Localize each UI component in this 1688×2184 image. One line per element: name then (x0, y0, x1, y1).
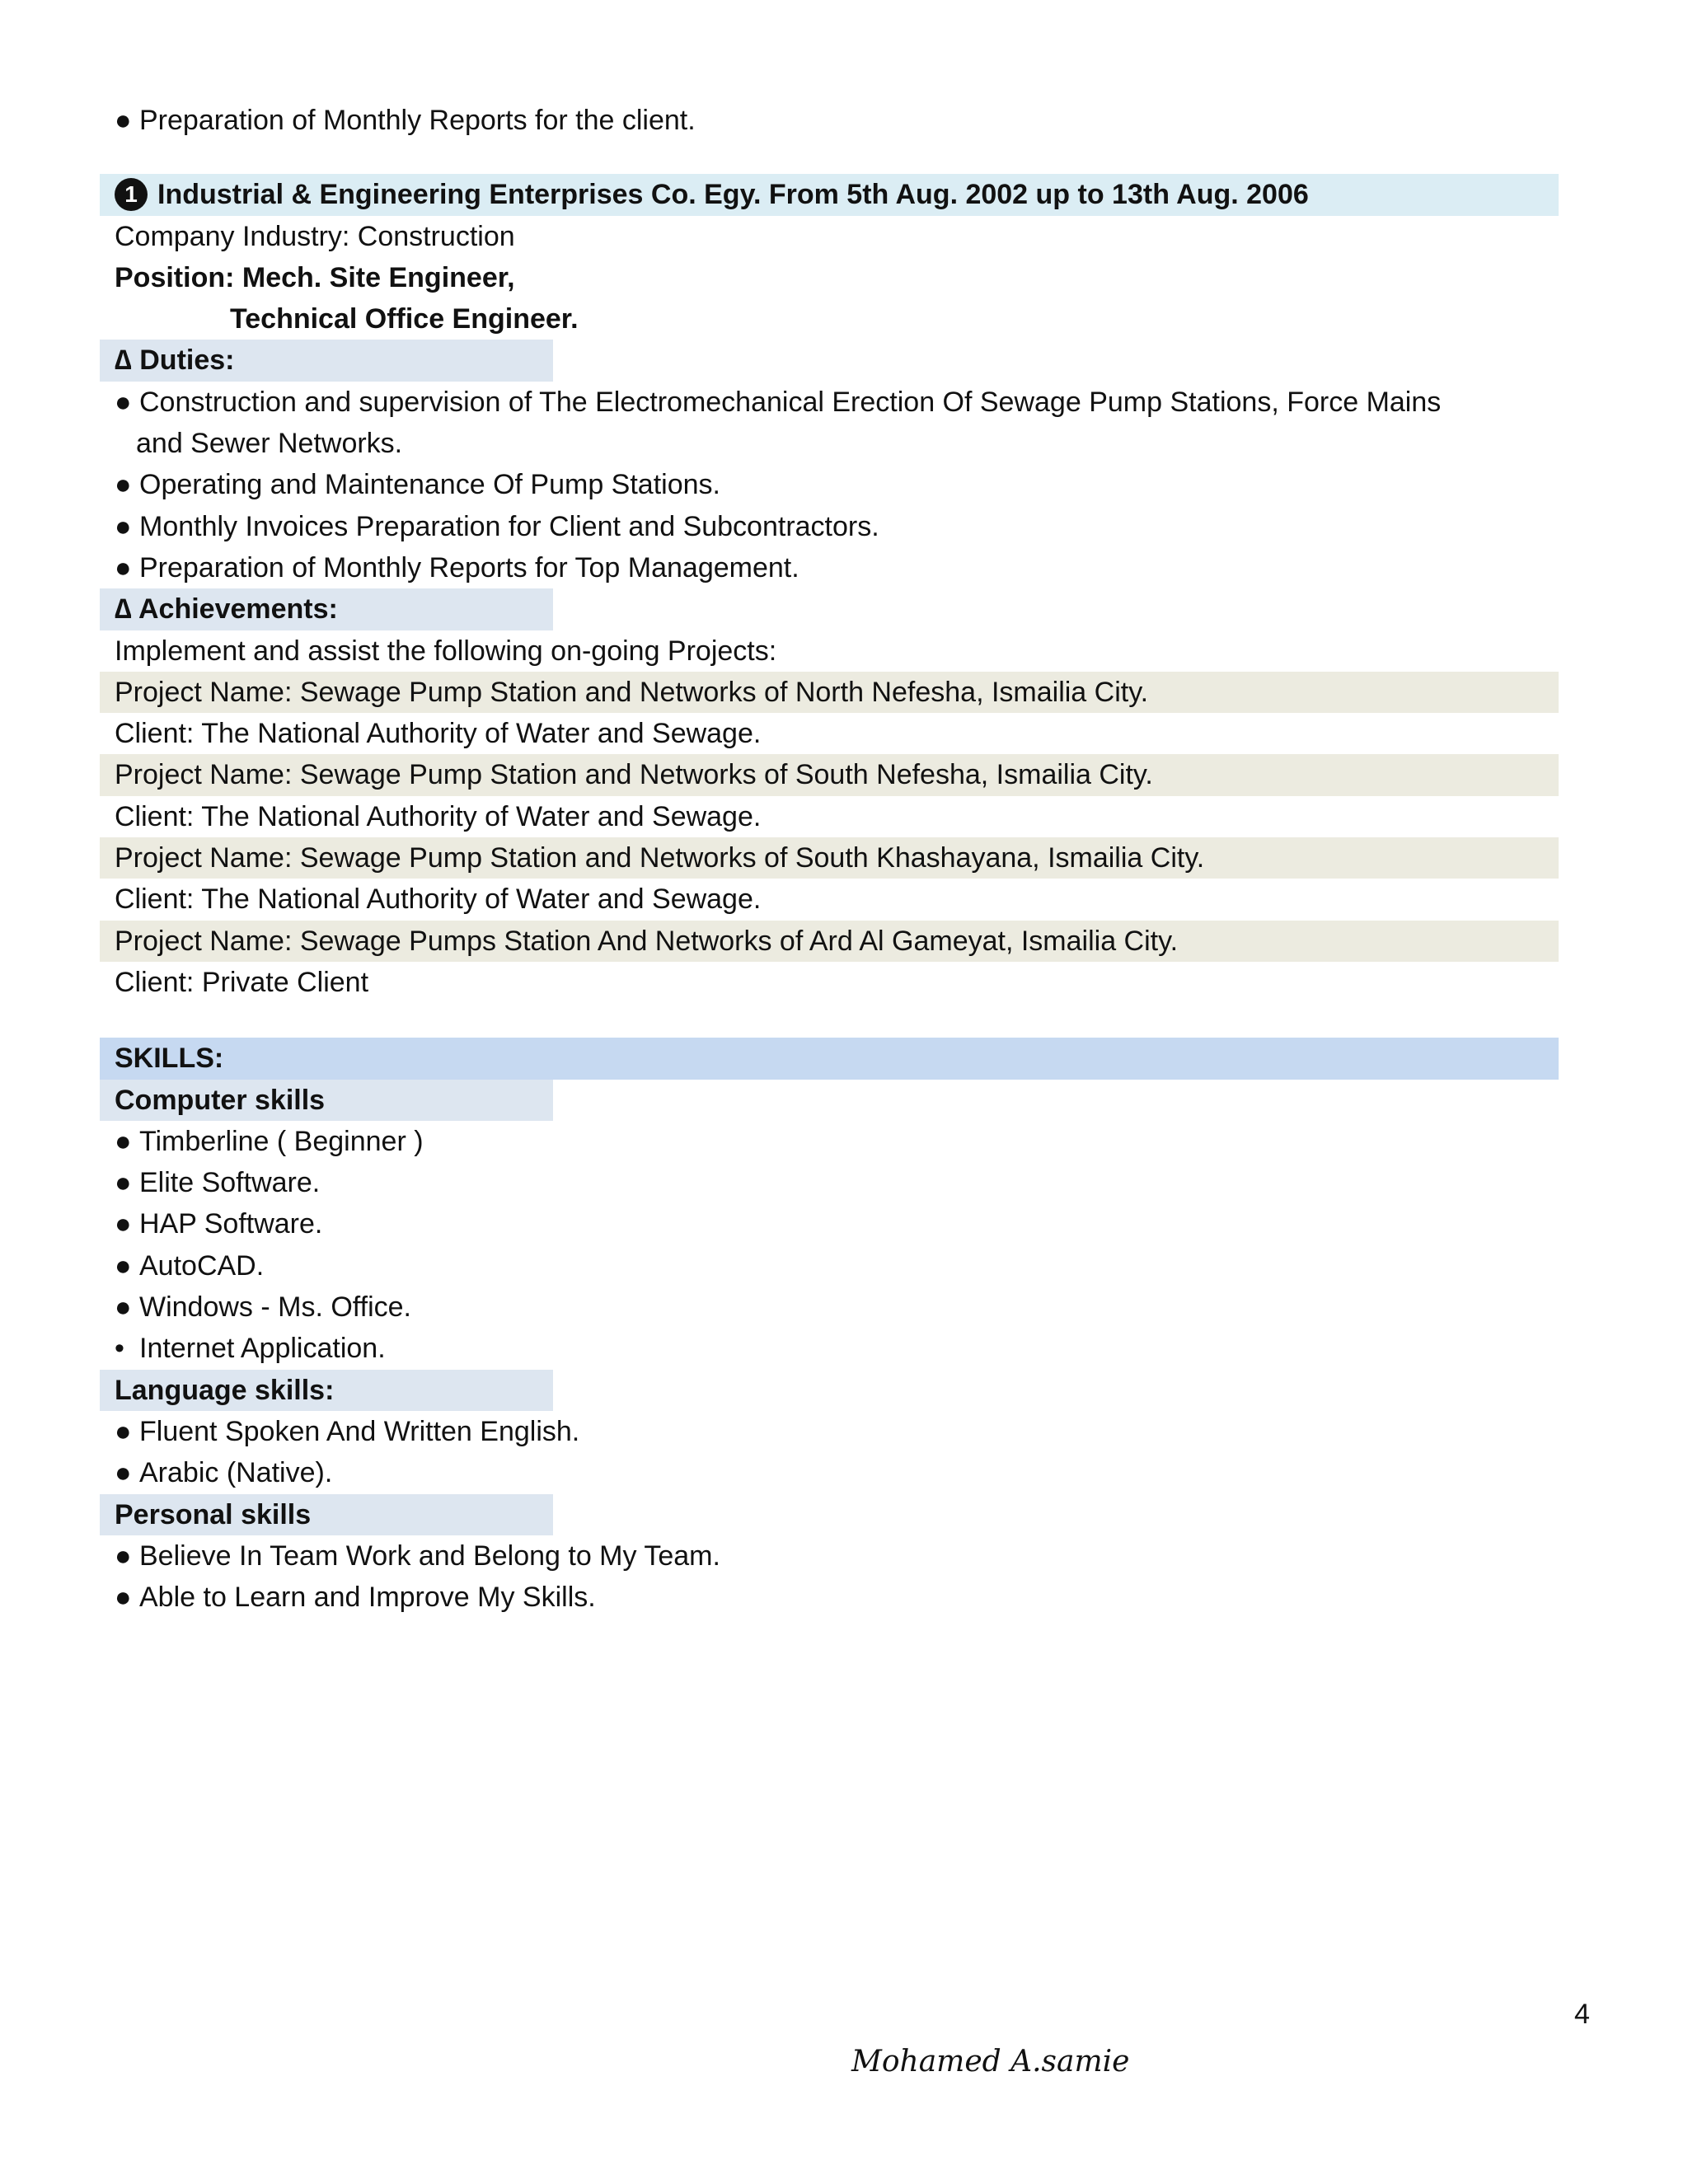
bullet-text: Elite Software. (139, 1167, 321, 1199)
bullet-icon: ● (115, 1415, 132, 1447)
bullet-icon: ● (115, 469, 132, 501)
bullet-icon: ● (115, 1291, 132, 1324)
list-item (100, 382, 1559, 423)
personal-skills-heading: Personal skills (100, 1494, 553, 1535)
bullet-text: Preparation of Monthly Reports for the client. (139, 105, 696, 136)
page-number: 4 (1574, 1999, 1590, 2030)
bullet-text: Windows - Ms. Office. (139, 1291, 411, 1324)
bullet-text: Internet Application. (139, 1333, 386, 1365)
list-item (100, 1535, 1559, 1577)
list-item (100, 1577, 1559, 1618)
project-name: Project Name: Sewage Pump Station and Networks of North Nefesha, Ismailia City. (100, 672, 1559, 713)
bullet-text: Preparation of Monthly Reports for Top Management. (139, 551, 799, 583)
project-name: Project Name: Sewage Pump Station and Networks of South Nefesha, Ismailia City. (100, 754, 1559, 795)
bullet-icon: ● (115, 1249, 132, 1282)
signature: Mohamed A.samie (851, 2045, 1130, 2079)
list-item (100, 1121, 1559, 1162)
bullet-icon: ● (115, 510, 132, 542)
list-item (100, 506, 1559, 547)
company-industry: Company Industry: Construction (115, 220, 515, 252)
bullet-text: Construction and supervision of The Electromechanical Erection Of Sewage Pump Stations, Force Mains (139, 386, 1442, 418)
list-item-continuation: and Sewer Networks. (136, 428, 403, 460)
bullet-text: Believe In Team Work and Belong to My Team. (139, 1540, 720, 1572)
position-line: Technical Office Engineer. (230, 303, 579, 335)
position-line: Position: Mech. Site Engineer, (115, 261, 515, 293)
bullet-icon: ● (115, 551, 132, 583)
achievements-heading: ∆ Achievements: (100, 588, 553, 630)
bullet-text: Monthly Invoices Preparation for Client and Subcontractors. (139, 510, 879, 542)
bullet-text: Timberline ( Beginner ) (139, 1125, 424, 1157)
list-item (100, 100, 1559, 141)
achievements-intro: Implement and assist the following on-going Projects: (115, 635, 777, 667)
list-item (100, 464, 1559, 505)
project-client: Client: The National Authority of Water and Sewage. (115, 883, 762, 916)
list-item (100, 1452, 1559, 1493)
number-circle-icon: 1 (115, 178, 148, 211)
resume-page-content (100, 100, 1559, 1618)
list-item (100, 1203, 1559, 1244)
small-bullet-icon: • (115, 1333, 124, 1365)
bullet-icon: ● (115, 1167, 132, 1199)
computer-skills-heading: Computer skills (100, 1080, 553, 1121)
bullet-icon: ● (115, 1125, 132, 1157)
company-heading-text: Industrial & Engineering Enterprises Co. Egy. From 5th Aug. 2002 up to 13th Aug. 2006 (157, 179, 1309, 211)
project-name: Project Name: Sewage Pumps Station And Networks of Ard Al Gameyat, Ismailia City. (100, 921, 1559, 962)
project-name: Project Name: Sewage Pump Station and Networks of South Khashayana, Ismailia City. (100, 837, 1559, 879)
company-heading (100, 174, 1559, 215)
project-client: Client: The National Authority of Water and Sewage. (115, 718, 762, 750)
bullet-icon: ● (115, 105, 132, 136)
list-item (100, 1245, 1559, 1286)
language-skills-heading: Language skills: (100, 1370, 553, 1411)
duties-heading: ∆ Duties: (100, 340, 553, 381)
bullet-text: Arabic (Native). (139, 1457, 333, 1489)
bullet-text: AutoCAD. (139, 1249, 265, 1282)
list-item (100, 1286, 1559, 1328)
list-item (100, 1411, 1559, 1452)
skills-heading: SKILLS: (100, 1038, 1559, 1079)
bullet-text: HAP Software. (139, 1208, 323, 1240)
bullet-text: Able to Learn and Improve My Skills. (139, 1582, 596, 1614)
bullet-icon: ● (115, 1582, 132, 1614)
bullet-icon: ● (115, 1540, 132, 1572)
bullet-icon: ● (115, 386, 132, 418)
bullet-icon: ● (115, 1208, 132, 1240)
list-item (100, 1328, 1559, 1369)
project-client: Client: Private Client (115, 966, 369, 998)
project-client: Client: The National Authority of Water and Sewage. (115, 800, 762, 832)
list-item (100, 1162, 1559, 1203)
bullet-text: Fluent Spoken And Written English. (139, 1415, 580, 1447)
list-item (100, 547, 1559, 588)
bullet-icon: ● (115, 1457, 132, 1489)
bullet-text: Operating and Maintenance Of Pump Stations. (139, 469, 720, 501)
